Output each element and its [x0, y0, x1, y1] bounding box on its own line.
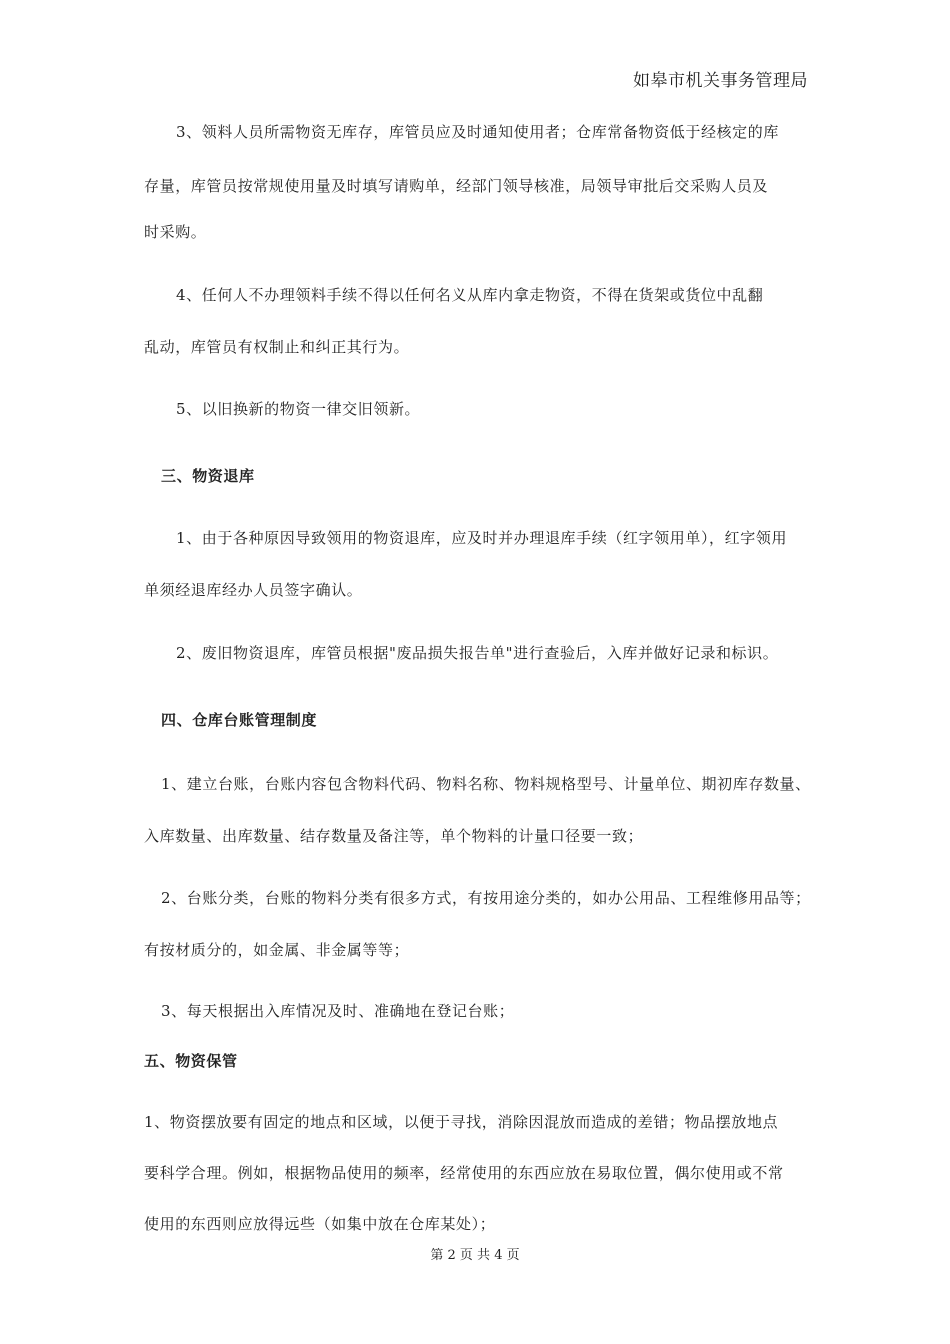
paragraph-line: 4、任何人不办理领料手续不得以任何名义从库内拿走物资，不得在货架或货位中乱翻 [176, 286, 764, 304]
paragraph-line: 存量，库管员按常规使用量及时填写请购单，经部门领导核准，局领导审批后交采购人员及 [144, 177, 769, 195]
header-organization: 如皋市机关事务管理局 [633, 71, 808, 91]
section-heading-3: 三、物资退库 [161, 467, 255, 485]
section-heading-4: 四、仓库台账管理制度 [161, 711, 318, 729]
paragraph-line: 时采购。 [144, 223, 207, 241]
paragraph-line: 2、台账分类，台账的物料分类有很多方式，有按用途分类的，如办公用品、工程维修用品等； [161, 889, 811, 907]
paragraph-line: 1、物资摆放要有固定的地点和区域，以便于寻找，消除因混放而造成的差错；物品摆放地点 [144, 1113, 779, 1131]
paragraph-line: 乱动，库管员有权制止和纠正其行为。 [144, 338, 410, 356]
paragraph-line: 有按材质分的，如金属、非金属等等； [144, 941, 410, 959]
paragraph-line: 使用的东西则应放得远些（如集中放在仓库某处）； [144, 1215, 496, 1233]
paragraph-line: 3、领料人员所需物资无库存，库管员应及时通知使用者；仓库常备物资低于经核定的库 [176, 123, 779, 141]
section-heading-5: 五、物资保管 [144, 1052, 238, 1070]
paragraph-line: 要科学合理。例如，根据物品使用的频率，经常使用的东西应放在易取位置，偶尔使用或不常 [144, 1164, 784, 1182]
paragraph-line: 5、以旧换新的物资一律交旧领新。 [176, 400, 421, 418]
paragraph-line: 1、由于各种原因导致领用的物资退库，应及时并办理退库手续（红字领用单），红字领用 [176, 529, 788, 547]
paragraph-line: 1、建立台账，台账内容包含物料代码、物料名称、物料规格型号、计量单位、期初库存数量、 [161, 775, 811, 793]
page-number: 第 2 页 共 4 页 [430, 1248, 520, 1263]
paragraph-line: 入库数量、出库数量、结存数量及备注等，单个物料的计量口径要一致； [144, 827, 644, 845]
paragraph-line: 2、废旧物资退库，库管员根据"废品损失报告单"进行查验后，入库并做好记录和标识。 [176, 644, 779, 662]
paragraph-line: 3、每天根据出入库情况及时、准确地在登记台账； [161, 1002, 515, 1020]
paragraph-line: 单须经退库经办人员签字确认。 [144, 581, 363, 599]
